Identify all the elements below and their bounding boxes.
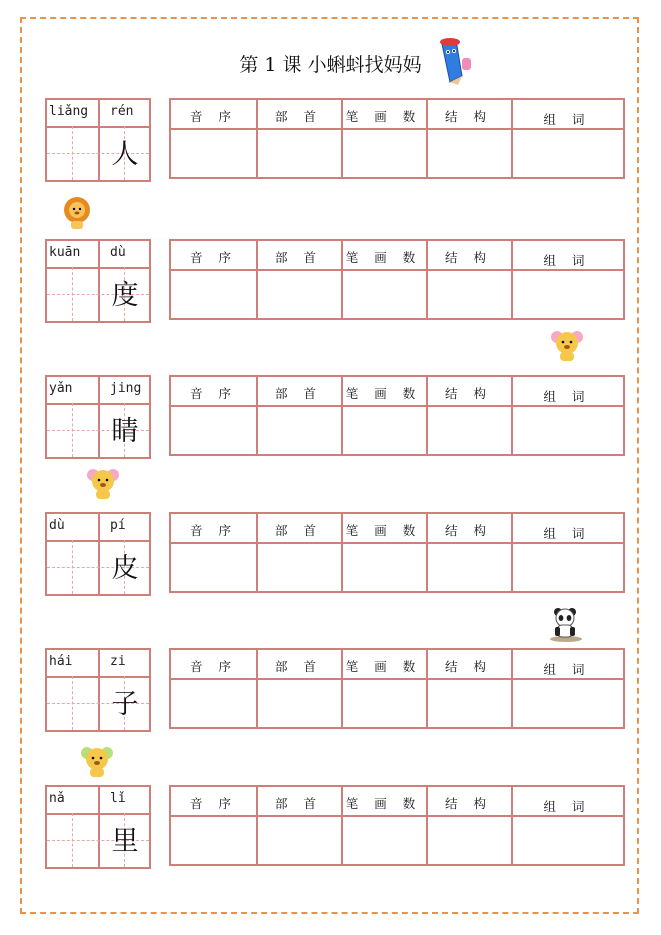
column-header: 音 序 xyxy=(190,796,237,811)
column-header: 笔 画 数 xyxy=(345,796,422,811)
answer-cell[interactable] xyxy=(173,544,254,591)
answer-cell[interactable] xyxy=(173,271,254,318)
answer-cell[interactable] xyxy=(513,817,621,864)
column-header: 音 序 xyxy=(190,659,237,674)
answer-cell[interactable] xyxy=(173,680,254,727)
answer-cell[interactable] xyxy=(173,407,254,454)
pinyin-1: liǎng xyxy=(49,104,89,119)
answer-cell[interactable] xyxy=(343,130,424,177)
hanzi-character: 度 xyxy=(111,280,139,311)
character-info-table xyxy=(169,648,625,729)
answer-cell[interactable] xyxy=(343,680,424,727)
page-title: 第 1 课 小蝌蚪找妈妈 xyxy=(239,54,422,76)
character-row xyxy=(0,375,661,459)
tian-zi-ge-box xyxy=(45,648,151,732)
column-header: 部 首 xyxy=(275,250,322,265)
hanzi-character: 子 xyxy=(111,689,139,720)
column-header: 音 序 xyxy=(190,250,237,265)
pinyin-1: kuān xyxy=(49,245,81,260)
koala-icon xyxy=(86,466,120,500)
column-header: 音 序 xyxy=(190,386,237,401)
pinyin-2: rén xyxy=(110,104,134,119)
pinyin-2: lǐ xyxy=(110,791,126,806)
column-header: 音 序 xyxy=(190,523,237,538)
answer-cell[interactable] xyxy=(513,680,621,727)
tian-zi-ge-box xyxy=(45,785,151,869)
answer-cell[interactable] xyxy=(258,680,339,727)
pinyin-2: pí xyxy=(110,518,126,533)
answer-cell[interactable] xyxy=(428,680,509,727)
column-header: 组 词 xyxy=(543,253,591,268)
answer-cell[interactable] xyxy=(258,130,339,177)
answer-cell[interactable] xyxy=(513,544,621,591)
answer-cell[interactable] xyxy=(513,130,621,177)
pinyin-2: zi xyxy=(110,654,126,669)
column-header: 部 首 xyxy=(275,796,322,811)
character-row xyxy=(0,512,661,596)
pinyin-1: yǎn xyxy=(49,381,73,396)
answer-cell[interactable] xyxy=(513,407,621,454)
character-row xyxy=(0,785,661,869)
column-header: 结 构 xyxy=(445,109,492,124)
tian-zi-ge-box xyxy=(45,98,151,182)
column-header: 部 首 xyxy=(275,523,322,538)
character-info-table xyxy=(169,785,625,866)
answer-cell[interactable] xyxy=(258,817,339,864)
character-row xyxy=(0,98,661,182)
answer-cell[interactable] xyxy=(513,271,621,318)
answer-cell[interactable] xyxy=(343,817,424,864)
column-header: 组 词 xyxy=(543,389,591,404)
column-header: 结 构 xyxy=(445,250,492,265)
tian-zi-ge-box xyxy=(45,239,151,323)
answer-cell[interactable] xyxy=(258,271,339,318)
column-header: 笔 画 数 xyxy=(345,659,422,674)
tian-zi-ge-box xyxy=(45,512,151,596)
column-header: 组 词 xyxy=(543,799,591,814)
answer-cell[interactable] xyxy=(173,817,254,864)
answer-cell[interactable] xyxy=(343,407,424,454)
column-header: 结 构 xyxy=(445,659,492,674)
pencil-mascot-icon xyxy=(432,36,476,86)
koala-icon xyxy=(80,744,114,778)
hanzi-character: 里 xyxy=(111,826,139,857)
column-header: 笔 画 数 xyxy=(345,523,422,538)
character-row xyxy=(0,648,661,732)
answer-cell[interactable] xyxy=(428,271,509,318)
column-header: 笔 画 数 xyxy=(345,250,422,265)
koala-icon xyxy=(550,328,584,362)
column-header: 笔 画 数 xyxy=(345,109,422,124)
hanzi-character: 皮 xyxy=(111,553,139,584)
answer-cell[interactable] xyxy=(428,817,509,864)
hanzi-character: 睛 xyxy=(111,416,139,447)
character-info-table xyxy=(169,375,625,456)
answer-cell[interactable] xyxy=(428,407,509,454)
pinyin-2: dù xyxy=(110,245,126,260)
answer-cell[interactable] xyxy=(428,544,509,591)
column-header: 组 词 xyxy=(543,112,591,127)
character-info-table xyxy=(169,239,625,320)
answer-cell[interactable] xyxy=(173,130,254,177)
pinyin-1: nǎ xyxy=(49,791,65,806)
column-header: 音 序 xyxy=(190,109,237,124)
pinyin-2: jing xyxy=(110,381,142,396)
lion-icon xyxy=(62,196,92,230)
panda-icon xyxy=(548,606,584,642)
pinyin-1: dù xyxy=(49,518,65,533)
column-header: 部 首 xyxy=(275,659,322,674)
answer-cell[interactable] xyxy=(343,544,424,591)
answer-cell[interactable] xyxy=(258,544,339,591)
column-header: 结 构 xyxy=(445,796,492,811)
column-header: 部 首 xyxy=(275,386,322,401)
answer-cell[interactable] xyxy=(258,407,339,454)
tian-zi-ge-box xyxy=(45,375,151,459)
character-info-table xyxy=(169,98,625,179)
answer-cell[interactable] xyxy=(428,130,509,177)
column-header: 组 词 xyxy=(543,662,591,677)
pinyin-1: hái xyxy=(49,654,73,669)
character-info-table xyxy=(169,512,625,593)
character-row xyxy=(0,239,661,323)
column-header: 组 词 xyxy=(543,526,591,541)
column-header: 结 构 xyxy=(445,523,492,538)
column-header: 笔 画 数 xyxy=(345,386,422,401)
column-header: 部 首 xyxy=(275,109,322,124)
answer-cell[interactable] xyxy=(343,271,424,318)
column-header: 结 构 xyxy=(445,386,492,401)
hanzi-character: 人 xyxy=(111,139,139,170)
